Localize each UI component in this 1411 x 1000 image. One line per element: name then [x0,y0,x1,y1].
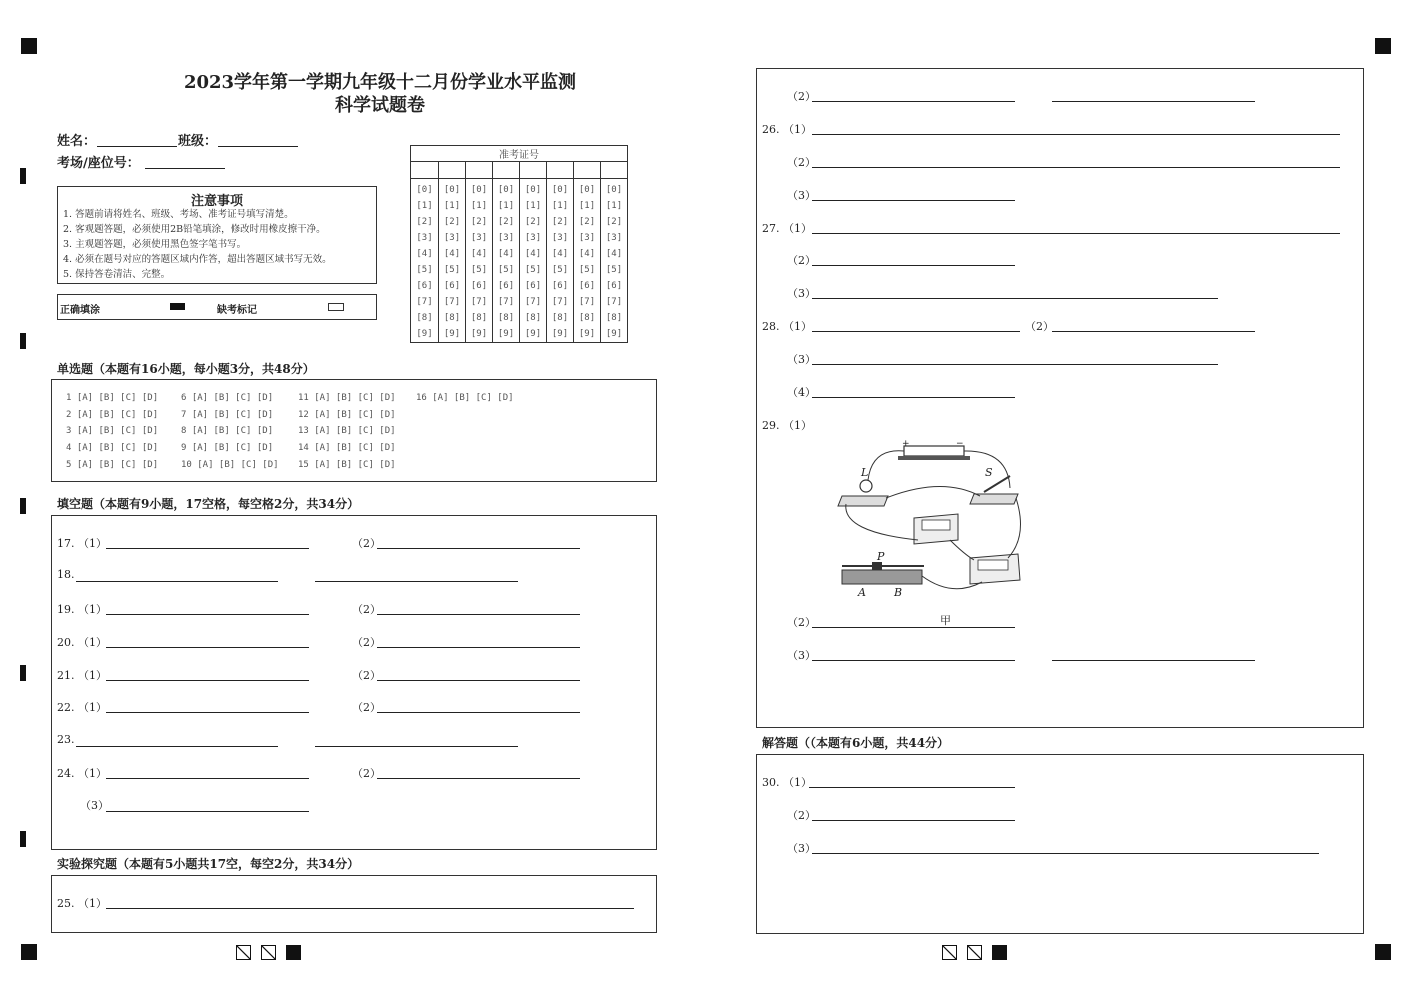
answer-line[interactable] [812,364,1218,365]
exam-id-bubble[interactable]: [0] [524,185,542,195]
q28-3-label: （3） [787,353,816,366]
exam-id-write-cell[interactable] [546,162,574,178]
exam-id-bubble[interactable]: [6] [551,281,569,291]
timing-mark [20,333,26,349]
exam-id-bubble[interactable]: [7] [578,297,596,307]
exam-id-bubble[interactable]: [8] [605,313,623,323]
lamp-label: L [861,466,869,479]
exam-id-bubble[interactable]: [8] [416,313,433,323]
terminal-label-b: B [894,586,903,599]
exam-id-bubble[interactable]: [8] [497,313,515,323]
mc-row[interactable]: 8 [A] [B] [C] [D] [181,426,274,437]
exam-id-column [600,179,627,342]
solve-answer-box [756,754,1364,934]
exam-id-bubble[interactable]: [4] [524,249,542,259]
exam-id-bubble[interactable]: [2] [578,217,596,227]
exam-id-bubble[interactable]: [2] [551,217,569,227]
q26-2-label: （2） [787,156,816,169]
page-marker-crossed [942,945,957,960]
answer-line[interactable] [106,908,634,909]
answer-line[interactable] [106,778,309,779]
q24-3-label: （3） [80,799,109,812]
exam-id-bubble[interactable]: [8] [578,313,596,323]
exam-id-column [573,179,600,342]
exam-id-bubble[interactable]: [6] [443,281,461,291]
notice-box [57,186,377,284]
q29-2-label: （2） [787,616,816,629]
mc-row[interactable]: 5 [A] [B] [C] [D] [66,459,159,470]
timing-mark [20,831,26,847]
exam-id-bubbles [411,179,627,342]
exam-id-bubble[interactable]: [2] [497,217,515,227]
mc-answer-box [51,379,657,482]
exam-id-bubble[interactable]: [0] [443,185,461,195]
answer-line[interactable] [812,397,1015,398]
battery-minus: − [956,439,964,449]
battery-plus: + [902,439,910,449]
exam-id-write-cell[interactable] [492,162,520,178]
q30-label: 30. （1） [762,776,812,789]
exam-id-bubble[interactable]: [9] [551,329,569,339]
exam-id-bubble[interactable]: [4] [551,249,569,259]
exam-id-bubble[interactable]: [4] [605,249,623,259]
answer-line[interactable] [377,647,580,648]
exam-id-bubble[interactable]: [5] [470,265,488,275]
exam-id-bubble[interactable]: [0] [551,185,569,195]
exam-id-bubble[interactable]: [8] [470,313,488,323]
answer-line[interactable] [812,167,1340,168]
answer-line[interactable] [76,746,278,747]
exam-id-write-cell[interactable] [438,162,466,178]
q20-2-label: （2） [352,636,381,649]
exam-id-bubble[interactable]: [9] [524,329,542,339]
timing-mark [20,168,26,184]
room-seat-field[interactable] [145,168,225,169]
exam-id-write-cell[interactable] [411,162,438,178]
answer-line[interactable] [377,680,580,681]
lamp-bulb [860,480,872,492]
mc-row[interactable]: 10 [A] [B] [C] [D] [181,459,279,470]
mc-section-header: 单选题（本题有16小题，每小题3分，共48分） [57,362,315,376]
q21-label: 21. （1） [57,669,107,682]
mc-column-2 [181,390,279,474]
rheostat-coil [842,570,922,584]
mc-column-4 [416,390,514,407]
exam-id-bubble[interactable]: [1] [497,201,515,211]
exp-answer-box [51,875,657,933]
mc-row[interactable]: 4 [A] [B] [C] [D] [66,443,159,454]
exam-id-bubble[interactable]: [6] [524,281,542,291]
answer-line[interactable] [76,581,278,582]
name-label: 姓名： [57,134,97,149]
exam-id-bubble[interactable]: [3] [497,233,515,243]
exam-id-bubble[interactable]: [4] [470,249,488,259]
q17-2-label: （2） [352,537,381,550]
q28-2-label: （2） [1025,320,1054,333]
registration-mark [1375,38,1391,54]
answer-line[interactable] [377,712,580,713]
q20-label: 20. （1） [57,636,107,649]
name-field[interactable] [97,146,177,147]
correct-fill-sample [170,303,185,310]
q30-2-label: （2） [787,809,816,822]
answer-line[interactable] [377,548,580,549]
rheostat-slider [872,562,882,570]
q19-label: 19. （1） [57,603,107,616]
mc-row[interactable]: 13 [A] [B] [C] [D] [298,426,396,437]
voltmeter-dial [922,520,950,530]
terminal-label-a: A [858,586,866,599]
answer-line[interactable] [812,331,1020,332]
q23-label: 23. [57,733,75,746]
answer-line[interactable] [812,134,1340,135]
q25-label: 25. （1） [57,897,107,910]
timing-mark [20,498,26,514]
wire [886,486,980,498]
answer-line[interactable] [812,627,1015,628]
q28-4-label: （4） [787,386,816,399]
exam-id-bubble[interactable]: [6] [497,281,515,291]
exam-id-bubble[interactable]: [3] [416,233,433,243]
exam-id-bubble[interactable]: [7] [605,297,623,307]
fill-section-header: 填空题（本题有9小题，17空格，每空格2分，共34分） [57,497,360,511]
q24-2-label: （2） [352,767,381,780]
exam-id-bubble[interactable]: [9] [578,329,596,339]
exam-id-bubble[interactable]: [0] [497,185,515,195]
wire [846,504,918,540]
exam-id-bubble[interactable]: [1] [524,201,542,211]
answer-line[interactable] [1052,660,1255,661]
exam-id-bubble[interactable]: [4] [443,249,461,259]
battery-base [898,456,970,460]
mc-row[interactable]: 15 [A] [B] [C] [D] [298,459,396,470]
exam-id-bubble[interactable]: [0] [578,185,596,195]
exam-id-write-cell[interactable] [465,162,493,178]
exam-id-column [492,179,519,342]
exam-id-bubble[interactable]: [6] [416,281,433,291]
exam-id-bubble[interactable]: [3] [578,233,596,243]
exam-id-bubble[interactable]: [5] [605,265,623,275]
slider-label-p: P [877,550,885,563]
mc-column-3 [298,390,396,474]
exam-id-bubble[interactable]: [6] [470,281,488,291]
exam-id-bubble[interactable]: [9] [497,329,515,339]
answer-line[interactable] [315,581,518,582]
answer-line[interactable] [106,548,309,549]
exam-id-bubble[interactable]: [4] [497,249,515,259]
wire [1008,498,1021,558]
exam-id-bubble[interactable]: [2] [470,217,488,227]
notice-title: 注意事项 [190,194,243,209]
exam-id-title: 准考证号 [411,146,627,162]
q27-2-label: （2） [787,254,816,267]
exam-id-bubble[interactable]: [9] [416,329,433,339]
page-marker-filled [286,945,301,960]
exam-id-column [519,179,546,342]
exam-id-write-cell[interactable] [600,162,628,178]
exam-id-write-cell[interactable] [519,162,547,178]
answer-line[interactable] [106,811,309,812]
answer-line[interactable] [812,101,1015,102]
exam-title: 2023学年第一学期九年级十二月份学业水平监测 [183,72,577,93]
exam-id-bubble[interactable]: [7] [443,297,461,307]
answer-line[interactable] [1052,101,1255,102]
q26-3-label: （3） [787,189,816,202]
q18-label: 18. [57,568,75,581]
wire [950,540,974,560]
mc-row[interactable]: 12 [A] [B] [C] [D] [298,409,396,420]
answer-line[interactable] [1052,331,1255,332]
exam-id-bubble[interactable]: [2] [605,217,623,227]
exam-id-bubble[interactable]: [1] [551,201,569,211]
exam-id-bubble[interactable]: [5] [551,265,569,275]
page-marker-crossed [236,945,251,960]
answer-line[interactable] [812,660,1015,661]
exam-id-bubble[interactable]: [8] [443,313,461,323]
solve-section-header: 解答题（（本题有6小题，共44分） [762,736,950,750]
exam-id-bubble[interactable]: [5] [524,265,542,275]
page-marker-crossed [261,945,276,960]
page-marker-filled [992,945,1007,960]
notice-item: 1. 答题前请将姓名、班级、考场、准考证号填写清楚。 [63,209,294,220]
answer-line[interactable] [377,778,580,779]
exam-id-bubble[interactable]: [7] [470,297,488,307]
exam-id-bubble[interactable]: [4] [578,249,596,259]
answer-line[interactable] [106,680,309,681]
exam-id-bubble[interactable]: [5] [416,265,433,275]
exam-id-bubble[interactable]: [3] [524,233,542,243]
exam-subtitle: 科学试题卷 [335,95,425,116]
exam-id-bubble[interactable]: [5] [578,265,596,275]
class-label: 班级： [178,134,218,149]
mc-row[interactable]: 6 [A] [B] [C] [D] [181,393,274,403]
answer-line[interactable] [377,614,580,615]
exam-id-box [410,145,628,343]
answer-line[interactable] [812,820,1015,821]
exam-id-bubble[interactable]: [7] [497,297,515,307]
answer-line[interactable] [809,787,1015,788]
battery [904,446,964,456]
exam-id-bubble[interactable]: [3] [551,233,569,243]
exam-id-bubble[interactable]: [3] [605,233,623,243]
q29-3-label: （3） [787,649,816,662]
q28-label: 28. （1） [762,320,812,333]
figure-caption: 甲 [940,614,951,627]
exam-id-bubble[interactable]: [7] [551,297,569,307]
notice-item: 3. 主观题答题，必须使用黑色签字笔书写。 [63,239,247,250]
exam-id-bubble[interactable]: [7] [416,297,433,307]
q17-label: 17. （1） [57,537,107,550]
exam-id-bubble[interactable]: [1] [416,201,433,211]
exam-id-bubble[interactable]: [7] [524,297,542,307]
q19-2-label: （2） [352,603,381,616]
class-field[interactable] [218,146,298,147]
answer-line[interactable] [106,614,309,615]
registration-mark [21,944,37,960]
exam-id-bubble[interactable]: [8] [524,313,542,323]
exam-id-bubble[interactable]: [1] [578,201,596,211]
exam-id-column [546,179,573,342]
exam-id-bubble[interactable]: [3] [470,233,488,243]
q27-label: 27. （1） [762,222,812,235]
q30-3-label: （3） [787,842,816,855]
exam-id-bubble[interactable]: [1] [605,201,623,211]
answer-line[interactable] [812,233,1340,234]
exam-id-bubble[interactable]: [5] [497,265,515,275]
answer-line[interactable] [106,647,309,648]
circuit-diagram [832,436,1032,608]
exam-id-column [465,179,492,342]
exam-id-bubble[interactable]: [9] [443,329,461,339]
mc-row[interactable]: 16 [A] [B] [C] [D] [416,393,514,403]
mc-row[interactable]: 2 [A] [B] [C] [D] [66,409,159,420]
mc-row[interactable]: 3 [A] [B] [C] [D] [66,426,159,437]
exam-id-bubble[interactable]: [0] [416,185,433,195]
absent-mark-box[interactable] [328,303,344,311]
answer-line[interactable] [812,853,1319,854]
exam-id-bubble[interactable]: [3] [443,233,461,243]
mc-row[interactable]: 1 [A] [B] [C] [D] [66,393,159,403]
exp-section-header: 实验探究题（本题有5小题共17空，每空2分，共34分） [57,857,360,871]
absent-mark-label: 缺考标记 [217,305,257,316]
exam-id-bubble[interactable]: [9] [470,329,488,339]
mc-row[interactable]: 14 [A] [B] [C] [D] [298,443,396,454]
notice-item: 5. 保持答卷清洁、完整。 [63,269,171,280]
exam-id-bubble[interactable]: [2] [416,217,433,227]
mc-row[interactable]: 9 [A] [B] [C] [D] [181,443,274,454]
answer-line[interactable] [812,298,1218,299]
exam-id-bubble[interactable]: [4] [416,249,433,259]
registration-mark [21,38,37,54]
fill-example-box [57,294,377,320]
exam-id-column [438,179,465,342]
mc-row[interactable]: 7 [A] [B] [C] [D] [181,409,274,420]
exam-id-bubble[interactable]: [9] [605,329,623,339]
q27-3-label: （3） [787,287,816,300]
exam-id-bubble[interactable]: [2] [524,217,542,227]
exam-id-bubble[interactable]: [1] [443,201,461,211]
exam-id-bubble[interactable]: [0] [470,185,488,195]
page-marker-crossed [967,945,982,960]
q29-label: 29. （1） [762,419,812,432]
exam-id-bubble[interactable]: [0] [605,185,623,195]
exam-id-column [411,179,438,342]
q24-label: 24. （1） [57,767,107,780]
room-seat-label: 考场/座位号： [57,156,140,171]
answer-line[interactable] [812,200,1015,201]
exam-id-bubble[interactable]: [8] [551,313,569,323]
exam-id-bubble[interactable]: [6] [578,281,596,291]
timing-mark [20,665,26,681]
ammeter-dial [978,560,1008,570]
mc-column-1 [66,390,158,474]
exam-id-write-cells[interactable] [411,162,627,179]
exam-id-bubble[interactable]: [6] [605,281,623,291]
wire [868,451,904,480]
q21-2-label: （2） [352,669,381,682]
q22-label: 22. （1） [57,701,107,714]
q26-label: 26. （1） [762,123,812,136]
mc-row[interactable]: 11 [A] [B] [C] [D] [298,393,396,403]
answer-line[interactable] [812,265,1015,266]
exam-id-write-cell[interactable] [573,162,601,178]
exam-id-bubble[interactable]: [5] [443,265,461,275]
q25-2-label: （2） [787,90,816,103]
answer-line[interactable] [315,746,518,747]
switch-board [970,494,1018,504]
q22-2-label: （2） [352,701,381,714]
notice-item: 4. 必须在题号对应的答题区域内作答，超出答题区域书写无效。 [63,254,332,265]
exam-id-bubble[interactable]: [2] [443,217,461,227]
registration-mark [1375,944,1391,960]
switch-label: S [985,466,993,479]
exam-id-bubble[interactable]: [1] [470,201,488,211]
notice-item: 2. 客观题答题，必须使用2B铅笔填涂，修改时用橡皮擦干净。 [63,224,326,235]
correct-fill-label: 正确填涂 [60,305,100,316]
answer-line[interactable] [106,712,309,713]
